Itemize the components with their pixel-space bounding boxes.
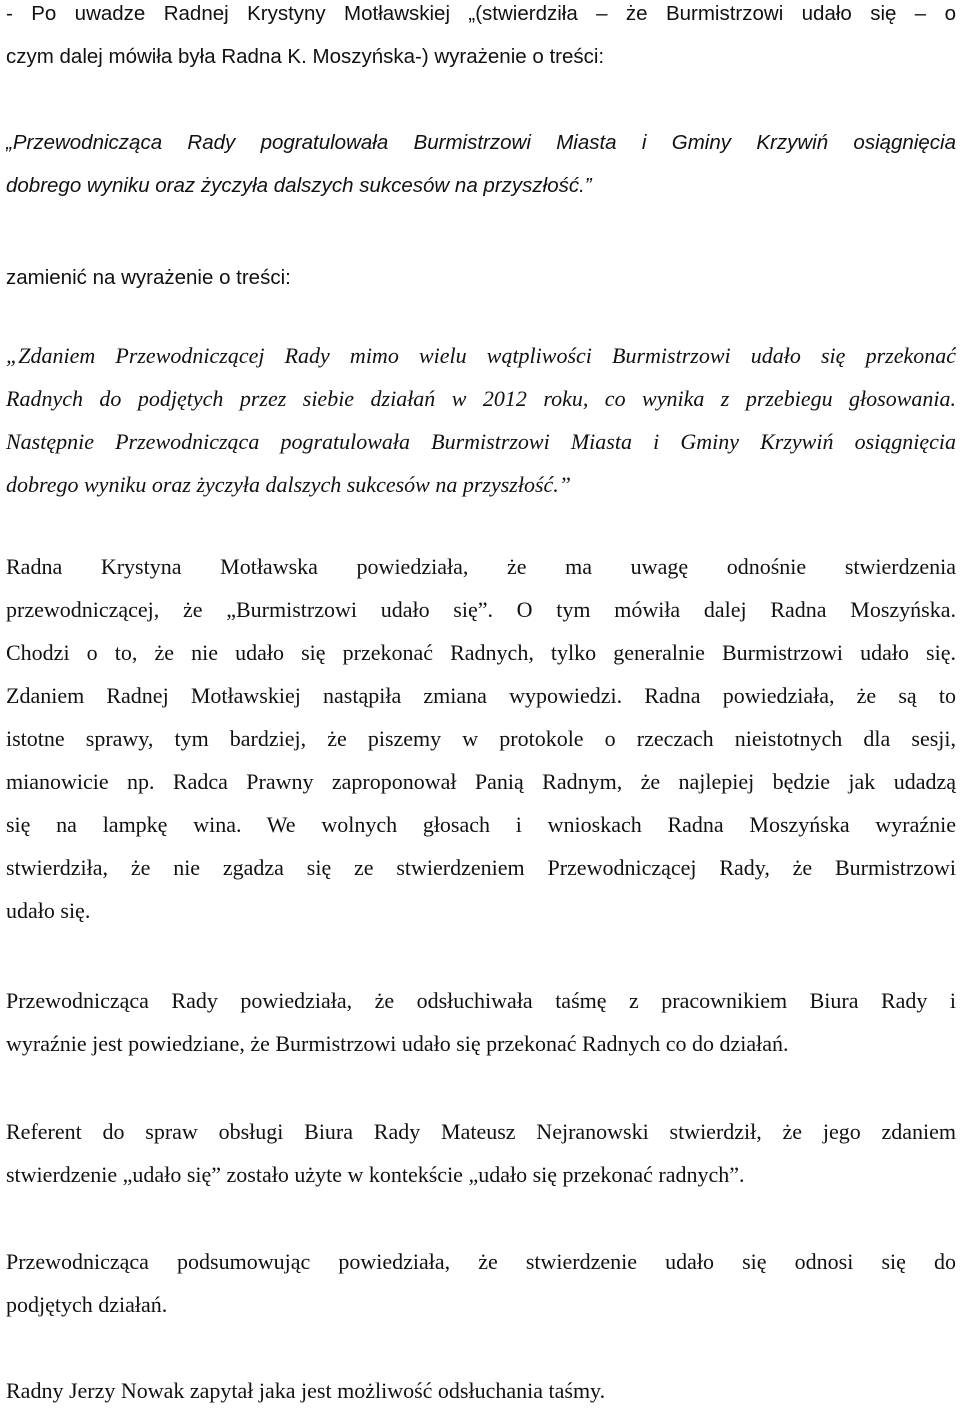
text-line: istotne sprawy, tym bardziej, że piszemy w protokole o rzeczach nieistotnych dla sesji, <box>6 726 956 751</box>
text-line: podjętych działań. <box>6 1292 168 1317</box>
text-line: Chodzi o to, że nie udało się przekonać Radnych, tylko generalnie Burmistrzowi udało się. <box>6 640 956 665</box>
paragraph-nowak <box>6 1369 956 1412</box>
text-line: Zdaniem Radnej Motławskiej nastąpiła zmiana wypowiedzi. Radna powiedziała, że są to <box>6 683 956 708</box>
text-line: stwierdzenie „udało się” zostało użyte w kontekście „udało się przekonać radnych”. <box>6 1162 745 1187</box>
text-line: przewodniczącej, że „Burmistrzowi udało się”. O tym mówiła dalej Radna Moszyńska. <box>6 597 956 622</box>
paragraph-referent <box>6 1110 956 1196</box>
text-line: czym dalej mówiła była Radna K. Moszyńska-) wyrażenie o treści: <box>6 45 605 68</box>
new-quote <box>6 334 956 506</box>
text-line: „Zdaniem Przewodniczącej Rady mimo wielu wątpliwości Burmistrzowi udało się przekonać <box>6 343 956 368</box>
original-quote <box>6 121 956 207</box>
text-line: wyraźnie jest powiedziane, że Burmistrzowi udało się przekonać Radnych co do działań. <box>6 1031 789 1056</box>
paragraph-chair-tape <box>6 979 956 1065</box>
text-line: dobrego wyniku oraz życzyła dalszych sukcesów na przyszłość.” <box>6 472 572 497</box>
text-line: „Przewodnicząca Rady pogratulowała Burmistrzowi Miasta i Gminy Krzywiń osiągnięcia <box>6 131 956 154</box>
text-line: - Po uwadze Radnej Krystyny Motławskiej „(stwierdziła – że Burmistrzowi udało się – o <box>6 2 956 25</box>
text-line: stwierdziła, że nie zgadza się ze stwierdzeniem Przewodniczącej Rady, że Burmistrzowi <box>6 855 956 880</box>
text-line: się na lampkę wina. We wolnych głosach i wnioskach Radna Moszyńska wyraźnie <box>6 812 956 837</box>
text-line: mianowicie np. Radca Prawny zaproponował Panią Radnym, że najlepiej będzie jak udadzą <box>6 769 956 794</box>
text-line: Następnie Przewodnicząca pogratulowała Burmistrzowi Miasta i Gminy Krzywiń osiągnięcia <box>6 429 956 454</box>
text-line: Radnych do podjętych przez siebie działań w 2012 roku, co wynika z przebiegu głosowania. <box>6 386 956 411</box>
text-line: zamienić na wyrażenie o treści: <box>6 266 291 289</box>
text-line: Referent do spraw obsługi Biura Rady Mateusz Nejranowski stwierdził, że jego zdaniem <box>6 1119 956 1144</box>
paragraph-motlawska <box>6 545 956 932</box>
text-line: Przewodnicząca podsumowując powiedziała, że stwierdzenie udało się odnosi się do <box>6 1249 956 1274</box>
text-line: Przewodnicząca Rady powiedziała, że odsłuchiwała taśmę z pracownikiem Biura Rady i <box>6 988 956 1013</box>
text-line: udało się. <box>6 898 91 923</box>
intro-paragraph <box>6 0 956 78</box>
text-line: Radny Jerzy Nowak zapytał jaka jest możliwość odsłuchania taśmy. <box>6 1378 606 1403</box>
replace-label <box>6 256 956 299</box>
text-line: dobrego wyniku oraz życzyła dalszych sukcesów na przyszłość.” <box>6 174 592 197</box>
text-line: Radna Krystyna Motławska powiedziała, że ma uwagę odnośnie stwierdzenia <box>6 554 956 579</box>
paragraph-chair-summary <box>6 1240 956 1326</box>
